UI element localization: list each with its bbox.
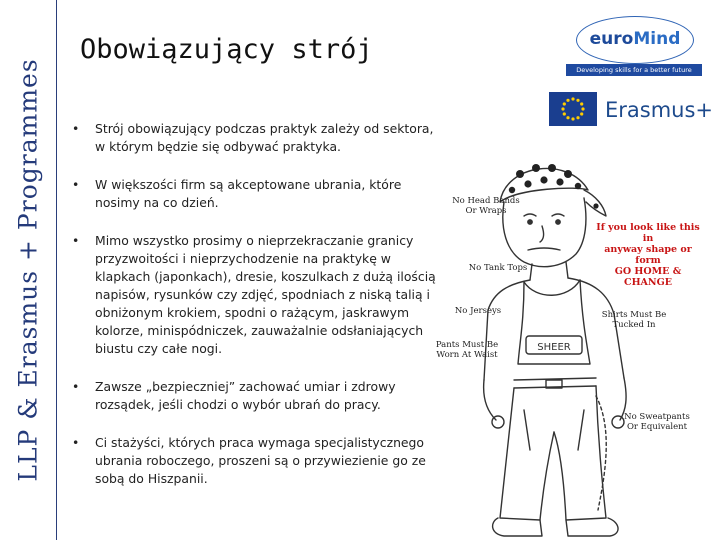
bullet-item: • Zawsze „bezpieczniej” zachować umiar i zdrowy rozsądek, jeśli chodzi o wybór ubrań do pracy. [72, 378, 440, 414]
label-shirts-tucked: Shirts Must Be Tucked In [601, 310, 667, 330]
sidebar-title: LLP & Erasmus + Programmes [13, 58, 43, 482]
label-no-sweatpants: No Sweatpants Or Equivalent [624, 412, 690, 432]
label-no-jerseys: No Jerseys [454, 306, 502, 316]
label-pants-at-waist: Pants Must Be Worn At Waist [435, 340, 499, 360]
bullet-list [72, 120, 440, 508]
eu-flag-icon [549, 92, 597, 126]
euromind-logo [566, 10, 702, 76]
label-no-head-bands: No Head Bands Or Wraps [452, 196, 520, 216]
euromind-tagline: Developing skills for a better future [566, 64, 702, 76]
label-no-tank-tops: No Tank Tops [468, 263, 528, 273]
erasmus-label: Erasmus+ [605, 98, 714, 122]
euromind-logo-euro: euro [589, 29, 634, 49]
bullet-item: • Ci stażyści, których praca wymaga specjalistycznego ubrania roboczego, proszeni są o przywiezienie go ze sobą do Hiszpanii. [72, 434, 440, 488]
page-title: Obowiązujący strój [80, 34, 373, 65]
shirt-print: SHEER [537, 342, 571, 353]
euromind-logo-mark [576, 16, 694, 64]
warning-text: If you look like this in anyway shape or form GO HOME & CHANGE [596, 222, 700, 288]
erasmus-logo [549, 92, 714, 132]
bullet-item: • Mimo wszystko prosimy o nieprzekraczanie granicy przyzwoitości i nieprzychodzenie na praktykę w klapkach (japonkach), dresie, koszulkach z dużą ilością napisów, rysunków czy zdjęć, spodniach z niską talią i obniżonym krokiem, spodni o rażącym, jaskrawym kolorze, minispódniczek, zauważalnie odsłaniających biustu czy całe nogi. [72, 232, 440, 358]
sidebar [0, 0, 57, 540]
bullet-item: • Strój obowiązujący podczas praktyk zależy od sektora, w którym będzie się odbywać praktyka. [72, 120, 440, 156]
dress-code-illustration [428, 150, 720, 540]
bullet-item: • W większości firm są akceptowane ubrania, które nosimy na co dzień. [72, 176, 440, 212]
euromind-logo-mind: Mind [633, 29, 681, 49]
